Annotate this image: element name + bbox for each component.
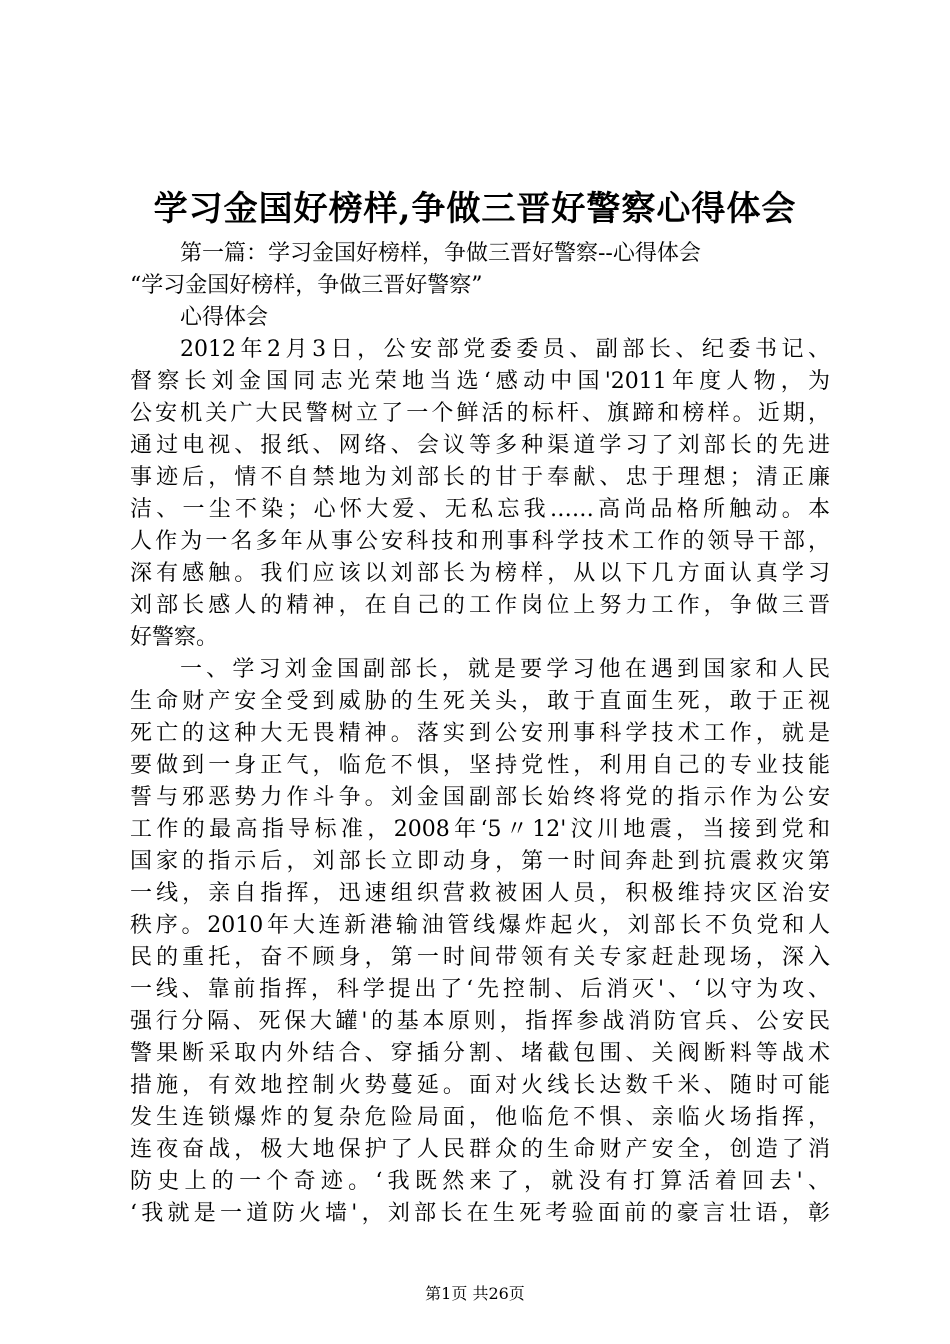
document-body bbox=[130, 238, 830, 1230]
paragraph-line: 死亡的这种大无畏精神。落实到公安刑事科学技术工作，就是 bbox=[130, 721, 830, 746]
paragraph-line: ‘我就是一道防火墙'，刘部长在生死考验面前的豪言壮语，彰 bbox=[130, 1201, 830, 1226]
paragraph-line: 心得体会 bbox=[180, 305, 269, 330]
paragraph-line: 要做到一身正气，临危不惧，坚持党性，利用自己的专业技能 bbox=[130, 753, 830, 778]
paragraph-line: 2012年2月3日，公安部党委委员、副部长、纪委书记、 bbox=[180, 337, 830, 362]
page-number-footer: 第1页 共26页 bbox=[425, 1284, 525, 1303]
paragraph-line: 生命财产安全受到威胁的生死关头，敢于直面生死，敢于正视 bbox=[130, 689, 830, 714]
paragraph-line: 通过电视、报纸、网络、会议等多种渠道学习了刘部长的先进 bbox=[130, 433, 830, 458]
paragraph-line: 誓与邪恶势力作斗争。刘金国副部长始终将党的指示作为公安 bbox=[130, 785, 830, 810]
document-title: 学习金国好榜样,争做三晋好警察心得体会 bbox=[153, 189, 797, 229]
paragraph-line: 公安机关广大民警树立了一个鲜活的标杆、旗蹄和榜样。近期， bbox=[130, 401, 830, 426]
paragraph-line: 发生连锁爆炸的复杂危险局面，他临危不惧、亲临火场指挥， bbox=[130, 1105, 830, 1130]
paragraph-line: 刘部长感人的精神，在自己的工作岗位上努力工作，争做三晋 bbox=[130, 593, 830, 618]
paragraph-line: 连夜奋战，极大地保护了人民群众的生命财产安全，创造了消 bbox=[130, 1137, 830, 1162]
paragraph-line: 督察长刘金国同志光荣地当选‘感动中国'2011年度人物，为 bbox=[130, 369, 830, 394]
paragraph-line: 人作为一名多年从事公安科技和刑事科学技术工作的领导干部， bbox=[130, 529, 830, 554]
paragraph-line: 好警察。 bbox=[130, 625, 219, 650]
paragraph-line: 事迹后，情不自禁地为刘部长的甘于奉献、忠于理想；清正廉 bbox=[130, 465, 830, 490]
paragraph-line: 国家的指示后，刘部长立即动身，第一时间奔赴到抗震救灾第 bbox=[130, 849, 830, 874]
paragraph-line: 警果断采取内外结合、穿插分割、堵截包围、关阀断料等战术 bbox=[130, 1041, 830, 1066]
paragraph-line: 一线、靠前指挥，科学提出了‘先控制、后消灭'、‘以守为攻、 bbox=[130, 977, 830, 1002]
paragraph-line: 工作的最高指导标准，2008年‘5〃12'汶川地震，当接到党和 bbox=[130, 817, 830, 842]
paragraph-line: 洁、一尘不染；心怀大爱、无私忘我……高尚品格所触动。本 bbox=[130, 497, 830, 522]
paragraph-line: 强行分隔、死保大罐'的基本原则，指挥参战消防官兵、公安民 bbox=[130, 1009, 830, 1034]
paragraph-line: “学习金国好榜样，争做三晋好警察” bbox=[130, 273, 483, 298]
paragraph-line: 民的重托，奋不顾身，第一时间带领有关专家赶赴现场，深入 bbox=[130, 945, 830, 970]
paragraph-line: 第一篇：学习金国好榜样，争做三晋好警察--心得体会 bbox=[180, 241, 701, 266]
paragraph-line: 一线，亲自指挥，迅速组织营救被困人员，积极维持灾区治安 bbox=[130, 881, 830, 906]
paragraph-line: 一、学习刘金国副部长，就是要学习他在遇到国家和人民 bbox=[180, 657, 830, 682]
paragraph-line: 秩序。2010年大连新港输油管线爆炸起火，刘部长不负党和人 bbox=[130, 913, 830, 938]
paragraph-line: 深有感触。我们应该以刘部长为榜样，从以下几方面认真学习 bbox=[130, 561, 830, 586]
paragraph-line: 措施，有效地控制火势蔓延。面对火线长达数千米、随时可能 bbox=[130, 1073, 830, 1098]
paragraph-line: 防史上的一个奇迹。‘我既然来了，就没有打算活着回去'、 bbox=[130, 1169, 830, 1194]
